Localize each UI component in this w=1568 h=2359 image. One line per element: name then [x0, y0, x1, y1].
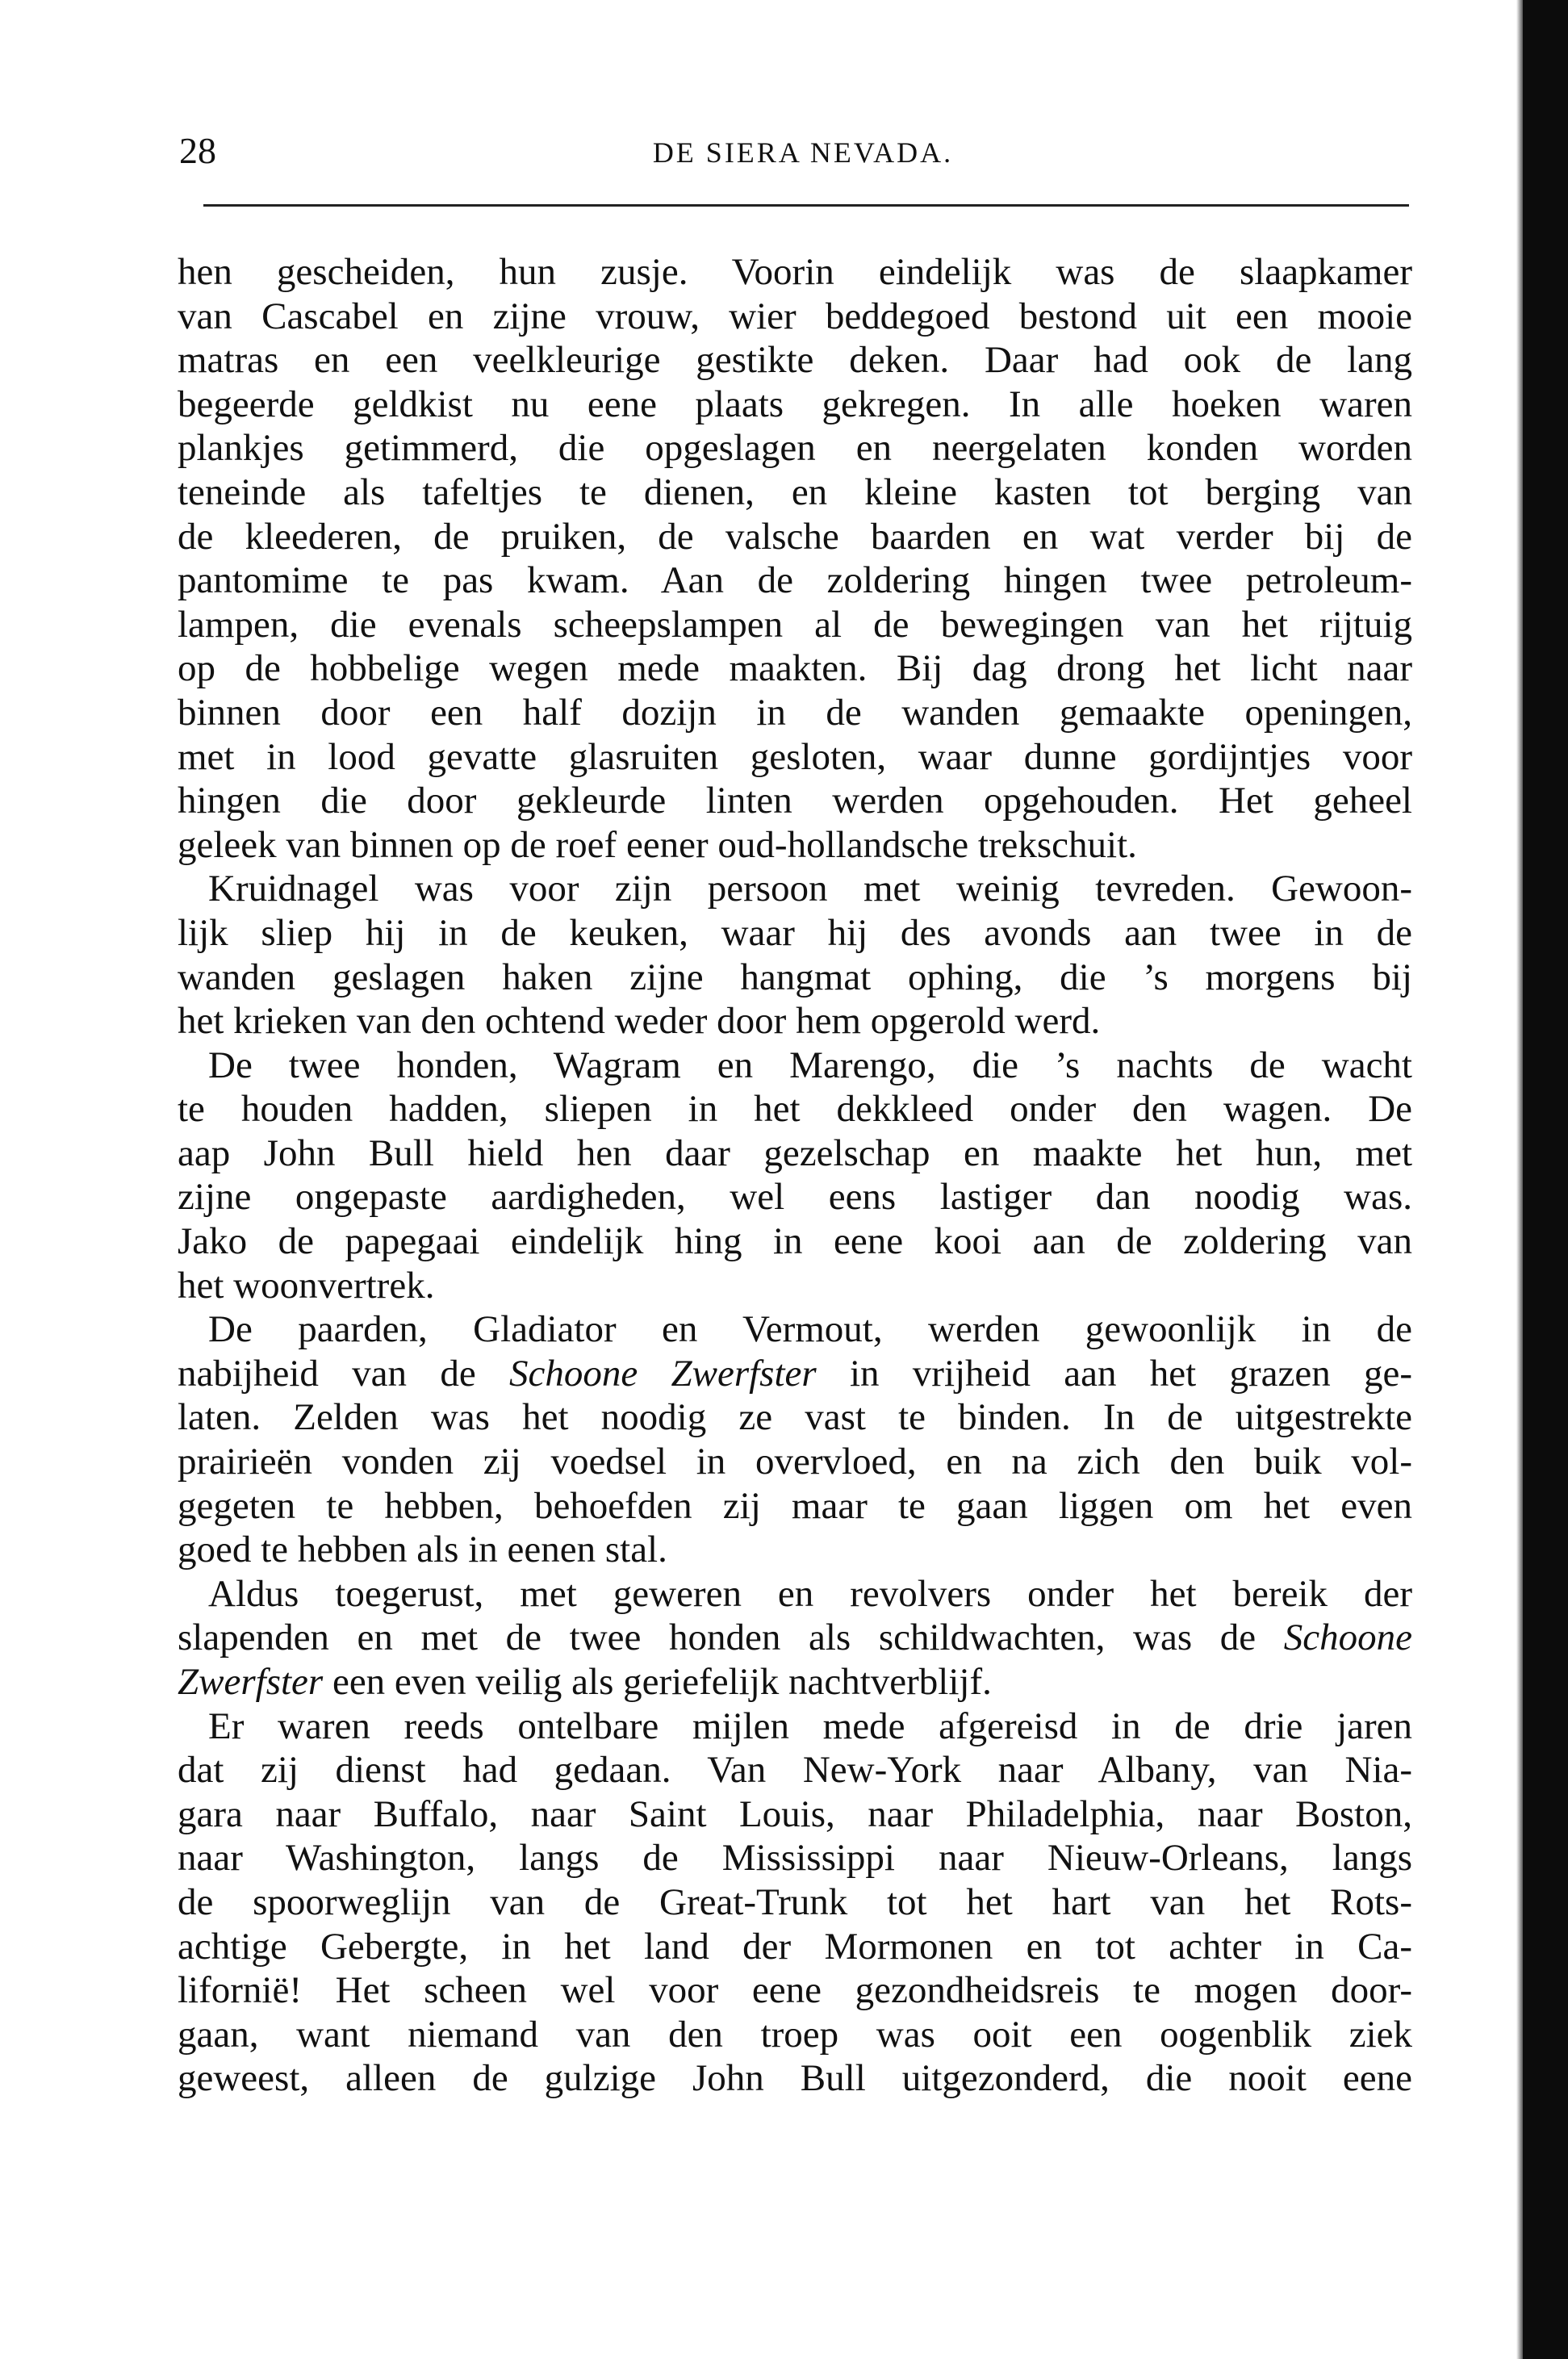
text-segment: Jako de papegaai eindelijk hing in eene kooi aan de zoldering van [178, 1220, 1412, 1263]
text-segment: plankjes getimmerd, die opgeslagen en neergelaten konden worden [178, 427, 1412, 470]
text-line [178, 1352, 1412, 1396]
text-line [178, 1131, 1412, 1176]
text-line [178, 956, 1412, 1000]
text-segment: matras en een veelkleurige gestikte deken. Daar had ook de lang [178, 339, 1412, 382]
text-segment: teneinde als tafeltjes te dienen, en kleine kasten tot berging van [178, 471, 1412, 513]
text-segment: Aldus toegerust, met geweren en revolvers onder het bereik der [208, 1572, 1412, 1615]
text-segment: geleek van binnen op de roef eener oud-hollandsche trekschuit. [178, 823, 1137, 866]
text-line [178, 867, 1412, 911]
paragraph [178, 867, 1412, 1043]
text-segment: het krieken van den ochtend weder door hem opgerold werd. [178, 1000, 1101, 1043]
text-line [178, 1440, 1412, 1484]
text-line [178, 1528, 1412, 1572]
text-line [178, 911, 1412, 956]
text-segment: op de hobbelige wegen mede maakten. Bij dag drong het licht naar [178, 647, 1412, 690]
text-segment: Er waren reeds ontelbare mijlen mede afgereisd in de drie jaren [208, 1704, 1412, 1747]
text-segment: te houden hadden, sliepen in het dekkleed onder den wagen. De [178, 1088, 1412, 1131]
text-segment: hingen die door gekleurde linten werden opgehouden. Het geheel [178, 780, 1412, 822]
text-segment: gaan, want niemand van den troep was ooit een oogenblik ziek [178, 2013, 1412, 2056]
text-segment: laten. Zelden was het noodig ze vast te binden. In de uitgestrekte [178, 1396, 1412, 1439]
text-segment: wanden geslagen haken zijne hangmat ophing, die ’s morgens bij [178, 956, 1412, 998]
text-line [178, 338, 1412, 383]
text-line [178, 1704, 1412, 1749]
text-segment: achtige Gebergte, in het land der Mormonen en tot achter in Ca- [178, 1925, 1412, 1968]
paragraph [178, 1044, 1412, 1308]
text-segment: de kleederen, de pruiken, de valsche baarden en wat verder bij de [178, 515, 1412, 558]
text-line [178, 383, 1412, 427]
paragraph [178, 1704, 1412, 2101]
text-line [178, 2013, 1412, 2057]
text-segment: lijk sliep hij in de keuken, waar hij des avonds aan twee in de [178, 911, 1412, 954]
text-line [178, 646, 1412, 691]
text-line [178, 691, 1412, 735]
text-line [178, 999, 1412, 1044]
text-segment: hen gescheiden, hun zusje. Voorin eindelijk was de slaapkamer [178, 251, 1412, 293]
text-line [178, 295, 1412, 339]
scan-edge [1521, 0, 1568, 2359]
text-line [178, 779, 1412, 823]
text-segment: goed te hebben als in eenen stal. [178, 1529, 667, 1571]
text-segment: prairieën vonden zij voedsel in overvloed, en na zich den buik vol- [178, 1441, 1412, 1483]
text-segment: naar Washington, langs de Mississippi naar Nieuw-Orleans, langs [178, 1837, 1412, 1880]
header-rule [203, 204, 1409, 207]
text-segment: van Cascabel en zijne vrouw, wier beddegoed bestond uit een mooie [178, 295, 1412, 337]
text-segment: een even veilig als geriefelijk nachtverblijf. [323, 1661, 992, 1703]
text-segment: lifornië! Het scheen wel voor eene gezondheidsreis te mogen door- [178, 1969, 1412, 2012]
text-line [178, 1044, 1412, 1088]
text-line [178, 1968, 1412, 2013]
text-line [178, 1264, 1412, 1308]
running-title: DE SIERA NEVADA. [652, 136, 954, 169]
text-segment: pantomime te pas kwam. Aan de zoldering hingen twee petroleum- [178, 559, 1412, 602]
text-line [178, 471, 1412, 515]
paragraph [178, 1307, 1412, 1572]
text-segment: de spoorweglijn van de Great-Trunk tot het hart van het Rots- [178, 1880, 1412, 1923]
text-line [178, 1748, 1412, 1792]
text-line [178, 426, 1412, 471]
text-line [178, 1616, 1412, 1660]
text-line [178, 1572, 1412, 1617]
text-line [178, 1792, 1412, 1837]
text-line [178, 1836, 1412, 1880]
text-segment: met in lood gevatte glasruiten gesloten, waar dunne gordijntjes voor [178, 735, 1412, 778]
text-line [178, 1395, 1412, 1440]
text-segment: gara naar Buffalo, naar Saint Louis, naar Philadelphia, naar Boston, [178, 1792, 1412, 1835]
text-line [178, 823, 1412, 868]
text-segment: De twee honden, Wagram en Marengo, die ’s nachts de wacht [208, 1044, 1412, 1086]
text-segment: nabijheid van de [178, 1352, 509, 1395]
text-segment: begeerde geldkist nu eene plaats gekregen. In alle hoeken waren [178, 383, 1412, 425]
text-line [178, 250, 1412, 295]
text-segment: aap John Bull hield hen daar gezelschap en maakte het hun, met [178, 1131, 1412, 1174]
text-line [178, 515, 1412, 559]
paragraph [178, 1572, 1412, 1704]
text-segment: geweest, alleen de gulzige John Bull uitgezonderd, die nooit eene [178, 2057, 1412, 2100]
text-segment: binnen door een half dozijn in de wanden gemaakte openingen, [178, 691, 1412, 734]
text-segment: zijne ongepaste aardigheden, wel eens lastiger dan noodig was. [178, 1176, 1412, 1219]
page-number: 28 [179, 130, 216, 171]
text-line [178, 1219, 1412, 1264]
text-line [178, 1880, 1412, 1925]
text-line [178, 1175, 1412, 1219]
text-line [178, 2056, 1412, 2101]
italic-title-text: Zwerfster [178, 1661, 324, 1703]
text-line [178, 1087, 1412, 1131]
text-line [178, 603, 1412, 647]
text-segment: in vrijheid aan het grazen ge- [816, 1352, 1412, 1395]
text-line [178, 1925, 1412, 1969]
text-segment: lampen, die evenals scheepslampen al de bewegingen van het rijtuig [178, 603, 1412, 646]
text-line [178, 1307, 1412, 1352]
text-line [178, 735, 1412, 780]
paragraph [178, 250, 1412, 867]
text-line [178, 1484, 1412, 1529]
text-segment: dat zij dienst had gedaan. Van New-York naar Albany, van Nia- [178, 1749, 1412, 1792]
body-text [178, 250, 1412, 2101]
italic-title-text: Schoone Zwerfster [508, 1352, 817, 1395]
text-line [178, 558, 1412, 603]
text-segment: het woonvertrek. [178, 1264, 435, 1307]
text-segment: gegeten te hebben, behoefden zij maar te gaan liggen om het even [178, 1484, 1412, 1527]
text-segment: slapenden en met de twee honden als schildwachten, was de [178, 1617, 1284, 1659]
text-segment: Kruidnagel was voor zijn persoon met weinig tevreden. Gewoon- [208, 868, 1412, 910]
text-segment: De paarden, Gladiator en Vermout, werden gewoonlijk in de [208, 1308, 1412, 1351]
text-line [178, 1660, 1412, 1704]
italic-title-text: Schoone [1283, 1617, 1412, 1659]
